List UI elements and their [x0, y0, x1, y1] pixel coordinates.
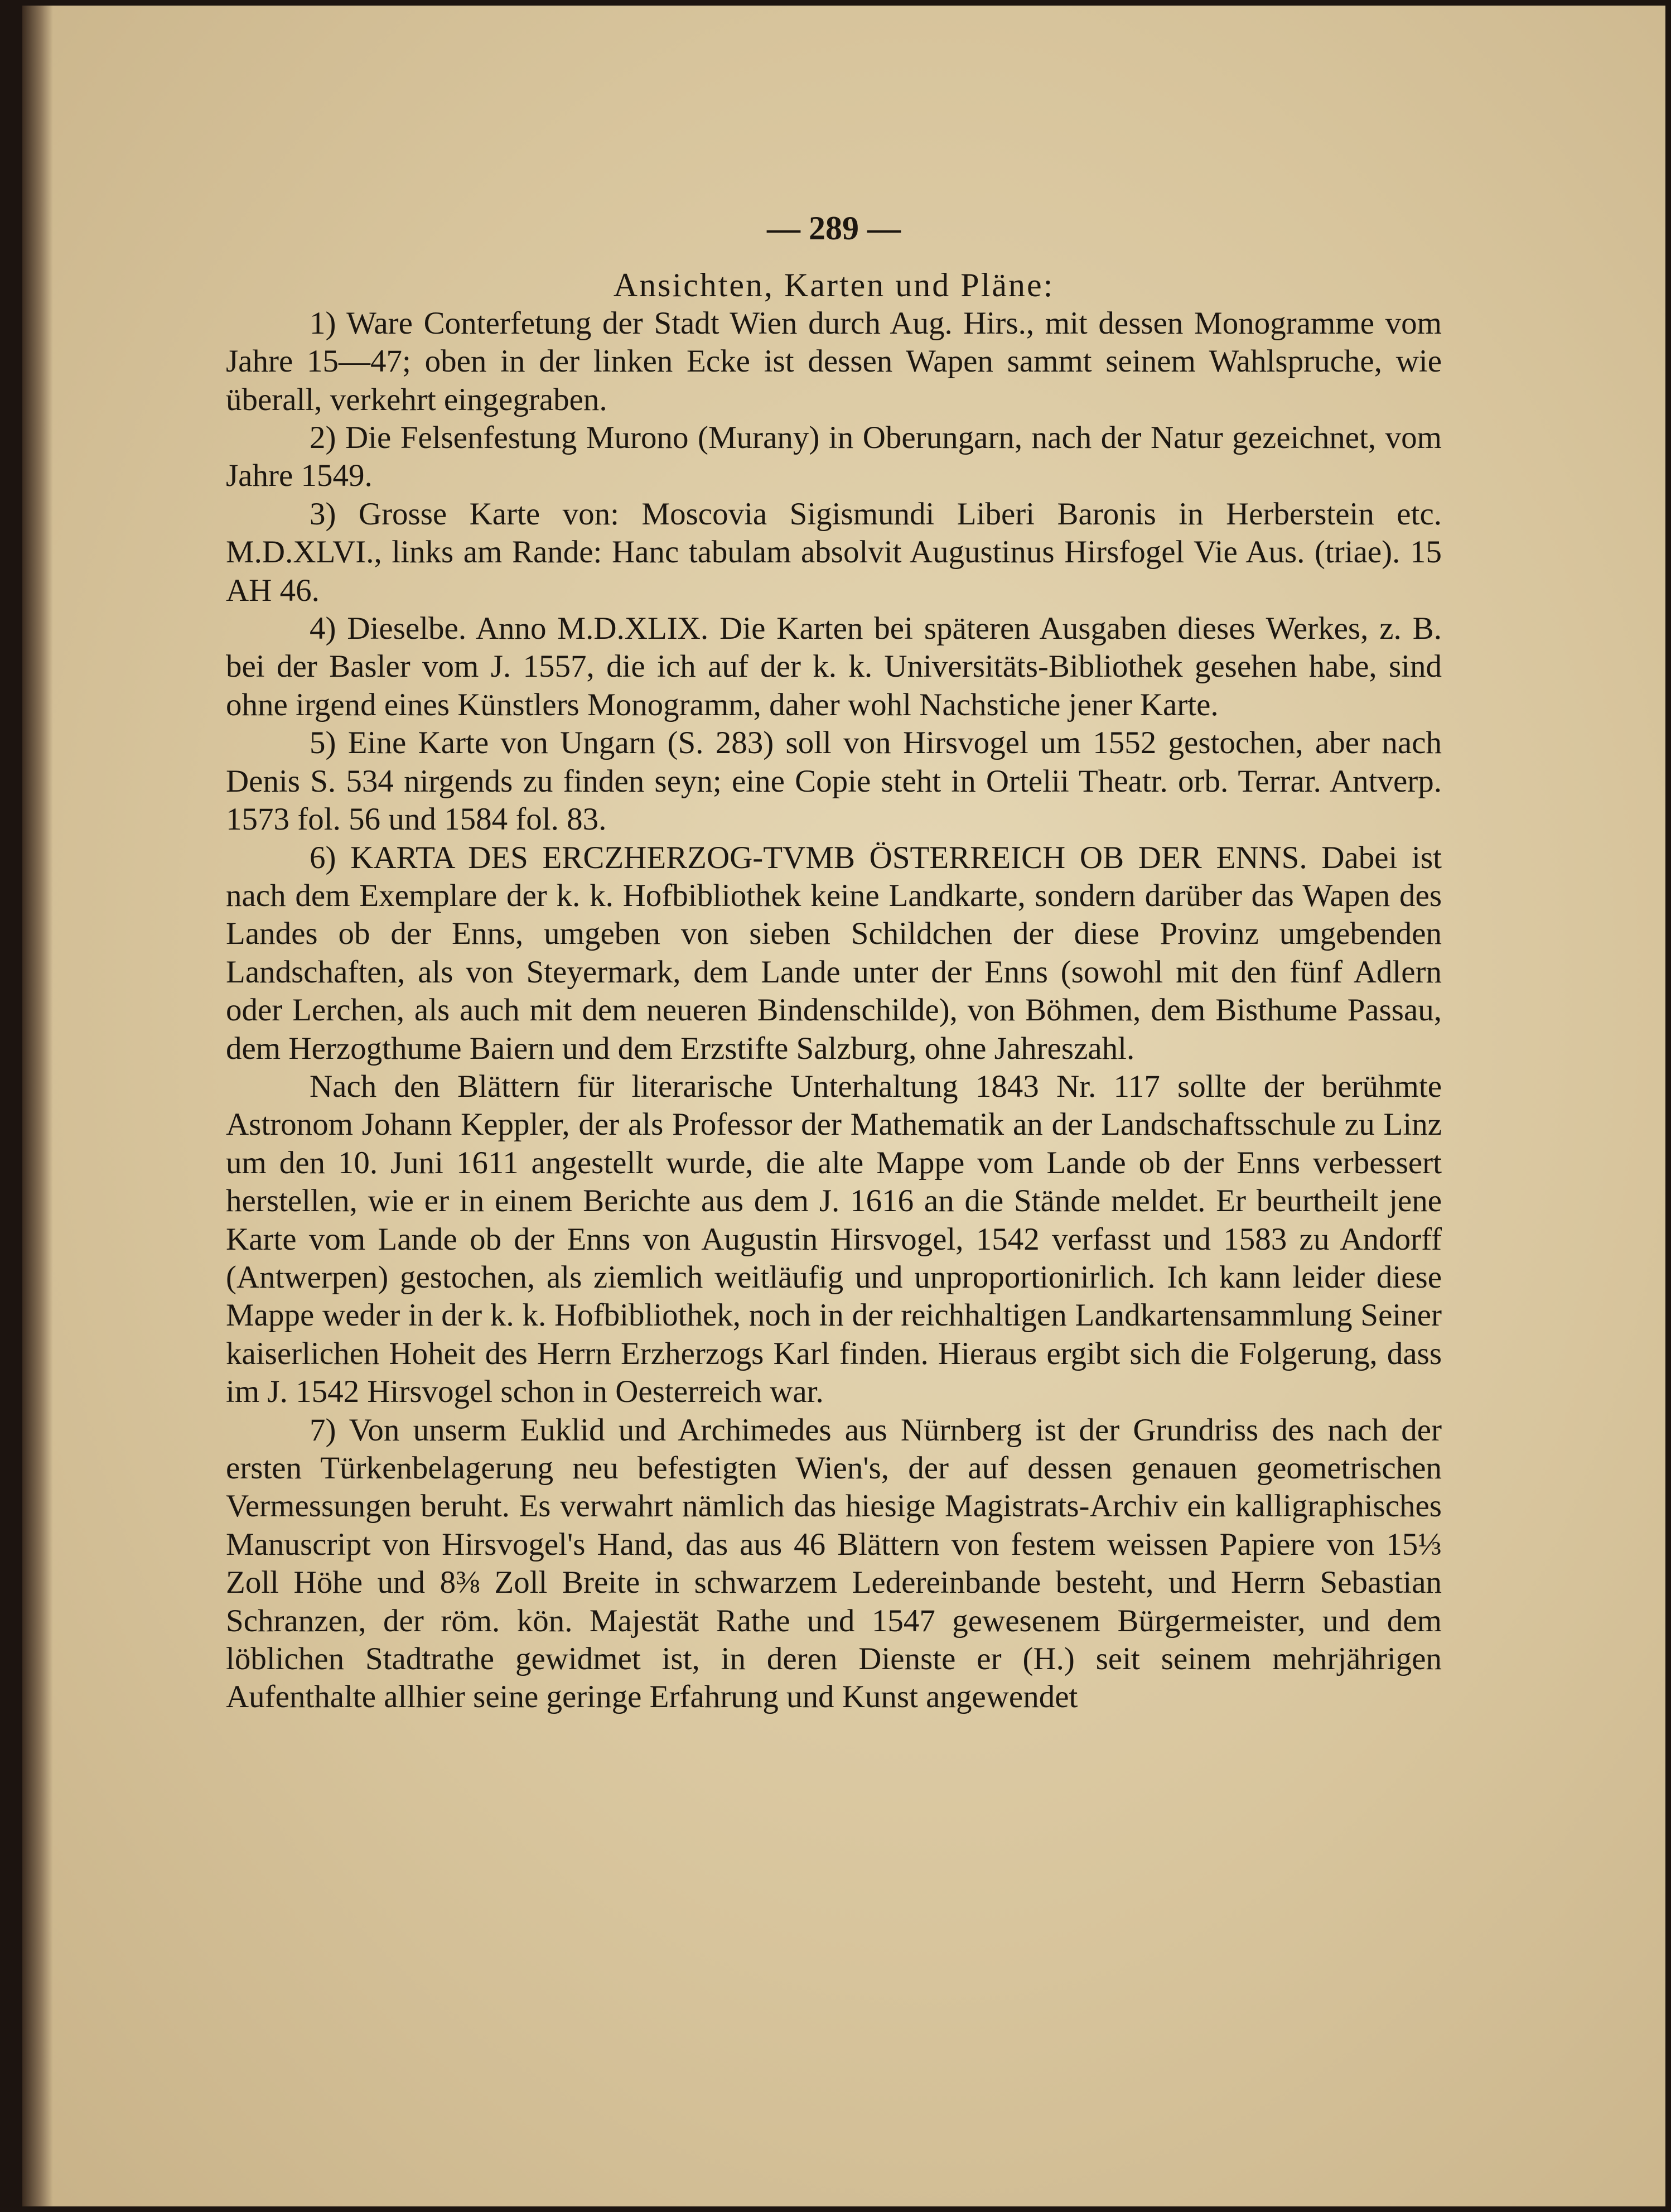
paragraph-2: 2) Die Felsenfestung Murono (Murany) in Oberungarn, nach der Natur gezeichnet, vom Jahre 1549.: [226, 420, 1442, 494]
paragraph-1: 1) Ware Conterfetung der Stadt Wien durch Aug. Hirs., mit dessen Monogramme vom Jahre 15—47; oben in der linken Ecke ist dessen Wapen sammt seinem Wahlspruche, wie überall, verkehrt eingegraben.: [226, 305, 1442, 417]
page-number: — 289 —: [767, 210, 901, 247]
section-heading: Ansichten, Karten und Pläne:: [613, 267, 1055, 304]
paragraph-6: 6) KARTA DES ERCZHERZOG-TVMB ÖSTERREICH OB DER ENNS. Dabei ist nach dem Exemplare der k. k. Hofbibliothek keine Landkarte, sondern darüber das Wapen des Landes ob der Enns, umgeben von sieben Schildchen der diese Provinz umgebenden Landschaften, als von Steyermark, dem Lande unter der Enns (sowohl mit den fünf Adlern oder Lerchen, als auch mit dem neueren Bindenschilde), von Böhmen, dem Bisthume Passau, dem Herzogthume Baiern und dem Erzstifte Salzburg, ohne Jahreszahl.: [226, 840, 1442, 1066]
paragraph-4: 4) Dieselbe. Anno M.D.XLIX. Die Karten bei späteren Ausgaben dieses Werkes, z. B. bei der Basler vom J. 1557, die ich auf der k. k. Universitäts-Bibliothek gesehen habe, sind ohne irgend eines Künstlers Monogramm, daher wohl Nachstiche jener Karte.: [226, 611, 1442, 722]
paragraph-8: 7) Von unserm Euklid und Archimedes aus Nürnberg ist der Grundriss des nach der ersten Türkenbelagerung neu befestigten Wien's, der auf dessen genauen geometrischen Vermessungen beruht. Es verwahrt nämlich das hiesige Magistrats-Archiv ein kalligraphisches Manuscript von Hirsvogel's Hand, das aus 46 Blättern von festem weissen Papiere von 15⅓ Zoll Höhe und 8⅜ Zoll Breite in schwarzem Ledereinbande besteht, und Herrn Sebastian Schranzen, der röm. kön. Majestät Rathe und 1547 gewesenem Bürgermeister, und dem löblichen Stadtrathe gewidmet ist, in deren Dienste er (H.) seit seinem mehrjährigen Aufenthalte allhier seine geringe Erfahrung und Kunst angewendet: [226, 1412, 1442, 1715]
paragraph-5: 5) Eine Karte von Ungarn (S. 283) soll von Hirsvogel um 1552 gestochen, aber nach Denis S. 534 nirgends zu finden seyn; eine Copie steht in Ortelii Theatr. orb. Terrar. Antverp. 1573 fol. 56 und 1584 fol. 83.: [226, 725, 1442, 837]
book-spine-shadow: [22, 6, 53, 2206]
paragraph-3: 3) Grosse Karte von: Moscovia Sigismundi Liberi Baronis in Herberstein etc. M.D.XLVI., links am Rande: Hanc tabulam absolvit Augustinus Hirsfogel Vie Aus. (triae). 15 AH 46.: [226, 496, 1442, 608]
page-text-block: [226, 209, 1442, 1717]
paragraph-7: Nach den Blättern für literarische Unterhaltung 1843 Nr. 117 sollte der berühmte Astronom Johann Keppler, der als Professor der Mathematik an der Landschaftsschule zu Linz um den 10. Juni 1611 angestellt wurde, die alte Mappe vom Lande ob der Enns verbessert herstellen, wie er in einem Berichte aus dem J. 1616 an die Stände meldet. Er beurtheilt jene Karte vom Lande ob der Enns von Augustin Hirsvogel, 1542 verfasst und 1583 zu Andorff (Antwerpen) gestochen, als ziemlich weitläufig und unproportionirlich. Ich kann leider diese Mappe weder in der k. k. Hofbibliothek, noch in der reichhaltigen Landkartensammlung Seiner kaiserlichen Hoheit des Herrn Erzherzogs Karl finden. Hieraus ergibt sich die Folgerung, dass im J. 1542 Hirsvogel schon in Oesterreich war.: [226, 1068, 1442, 1410]
